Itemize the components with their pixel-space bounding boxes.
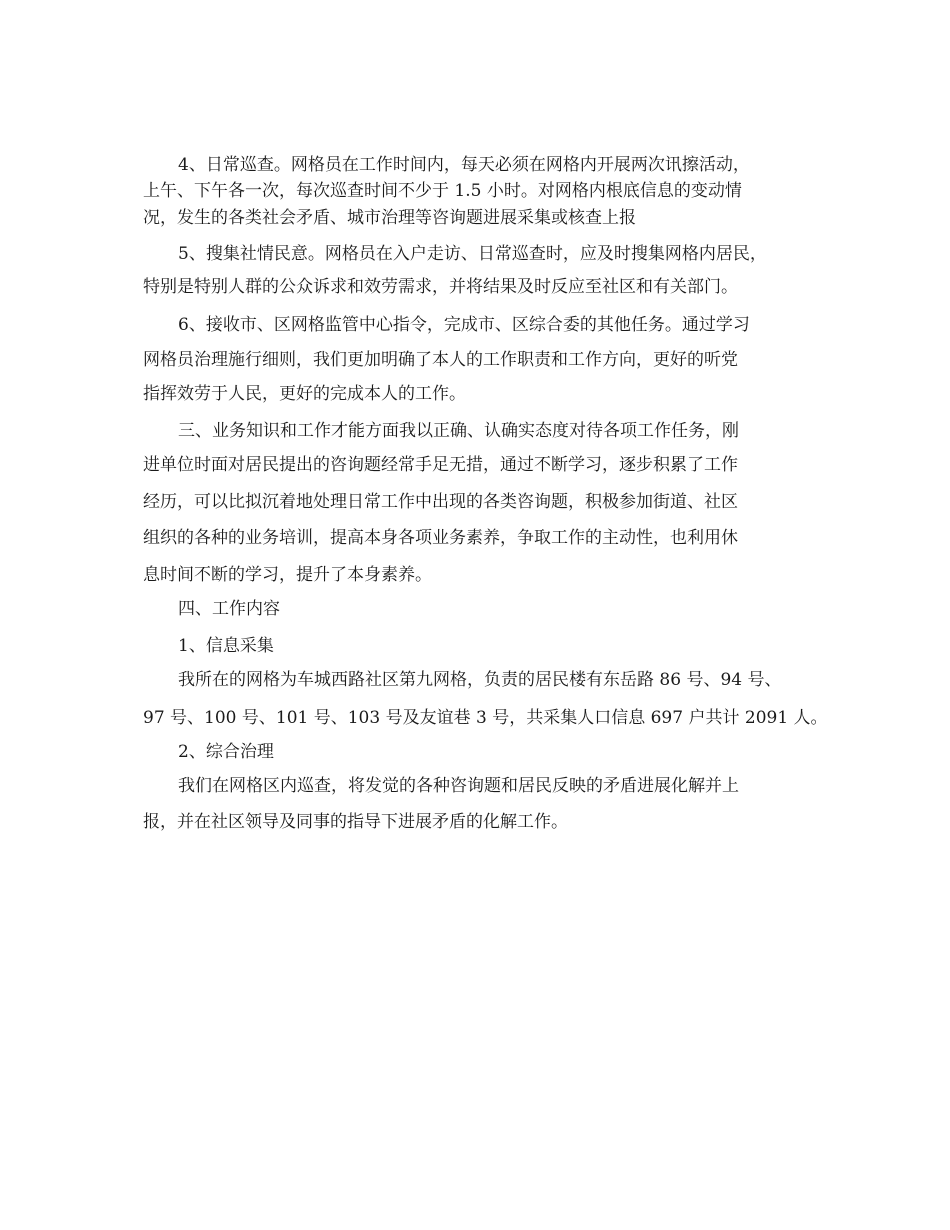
paragraph-line: 我所在的网格为车城西路社区第九网格，负责的居民楼有东岳路 86 号、94 号、: [178, 670, 782, 690]
paragraph-line: 三、业务知识和工作才能方面我以正确、认确实态度对待各项工作任务，刚: [178, 421, 739, 441]
paragraph-line: 报，并在社区领导及同事的指导下进展矛盾的化解工作。: [143, 812, 568, 832]
paragraph-line: 息时间不断的学习，提升了本身素养。: [143, 565, 432, 585]
paragraph-line: 4、日常巡查。网格员在工作时间内，每天必须在网格内开展两次讯擦活动，: [178, 155, 750, 175]
paragraph-line: 上午、下午各一次，每次巡查时间不少于 1.5 小时。对网格内根底信息的变动情: [143, 181, 742, 201]
subsection-heading: 1、信息采集: [178, 636, 274, 656]
paragraph-line: 进单位时面对居民提出的咨询题经常手足无措，通过不断学习，逐步积累了工作: [143, 455, 738, 475]
paragraph-line: 6、接收市、区网格监管中心指令，完成市、区综合委的其他任务。通过学习: [178, 315, 750, 335]
subsection-heading: 2、综合治理: [178, 742, 274, 762]
paragraph-line: 组织的各种的业务培训，提高本身各项业务素养，争取工作的主动性，也利用休: [143, 528, 738, 548]
paragraph-line: 我们在网格区内巡查，将发觉的各种咨询题和居民反映的矛盾进展化解并上: [178, 776, 739, 796]
paragraph-line: 况，发生的各类社会矛盾、城市治理等咨询题进展采集或核查上报: [143, 208, 636, 228]
paragraph-line: 指挥效劳于人民，更好的完成本人的工作。: [143, 384, 466, 404]
paragraph-line: 特别是特别人群的公众诉求和效劳需求，并将结果及时反应至社区和有关部门。: [143, 277, 738, 297]
paragraph-line: 网格员治理施行细则，我们更加明确了本人的工作职责和工作方向，更好的听党: [143, 350, 738, 370]
section-heading: 四、工作内容: [178, 599, 280, 619]
paragraph-line: 经历，可以比拟沉着地处理日常工作中出现的各类咨询题，积极参加街道、社区: [143, 492, 738, 512]
paragraph-line: 5、搜集社情民意。网格员在入户走访、日常巡查时，应及时搜集网格内居民，: [178, 244, 767, 264]
paragraph-line: 97 号、100 号、101 号、103 号及友谊巷 3 号，共采集人口信息 697 户共计 2091 人。: [143, 708, 828, 728]
